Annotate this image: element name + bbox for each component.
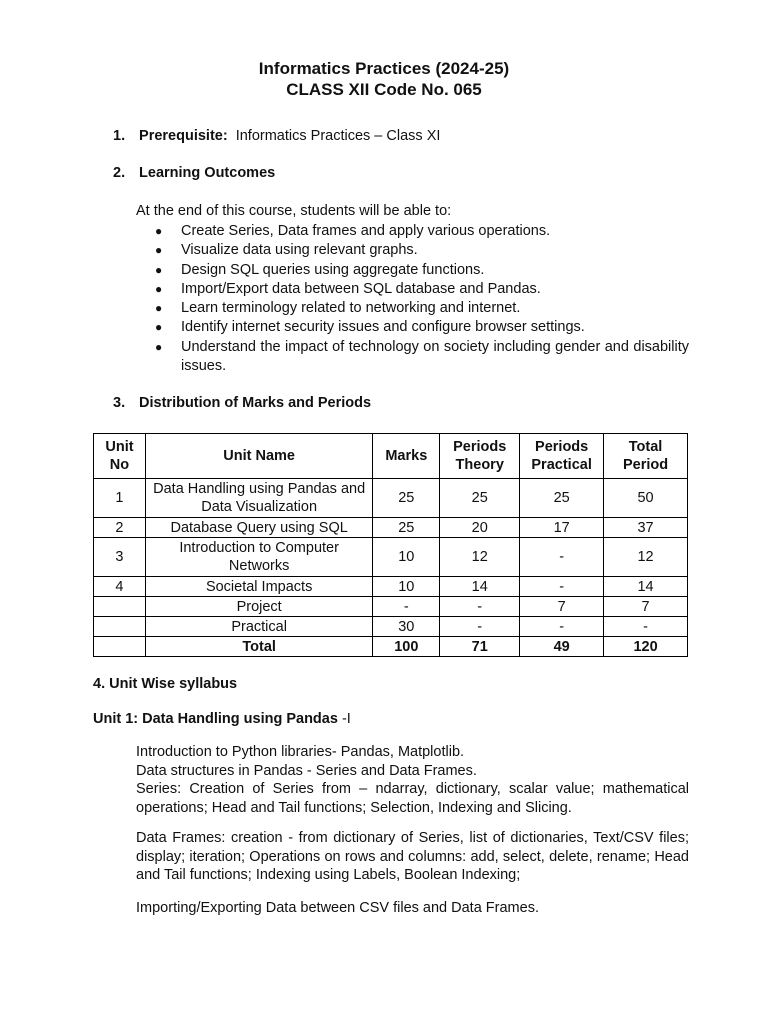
table-cell: 12 xyxy=(440,538,520,577)
section-learning-outcomes xyxy=(113,165,275,181)
section-number: 1. xyxy=(113,128,126,144)
table-row xyxy=(94,518,688,538)
table-cell: 49 xyxy=(520,637,604,657)
table-cell: Practical xyxy=(145,617,372,637)
table-cell: 100 xyxy=(373,637,440,657)
list-item: ● Create Series, Data frames and apply various operations. xyxy=(155,222,689,241)
list-item: ● Understand the impact of technology on society including gender and disability issues. xyxy=(155,338,689,375)
unit1-heading-label: Unit 1: Data Handling using Pandas xyxy=(93,711,338,727)
column-header: Unit Name xyxy=(145,434,372,479)
list-item: ● Visualize data using relevant graphs. xyxy=(155,241,689,260)
table-cell xyxy=(94,617,146,637)
table-cell: 4 xyxy=(94,577,146,597)
section-number: 3. xyxy=(113,395,126,411)
table-header-row xyxy=(94,434,688,479)
table-cell xyxy=(94,637,146,657)
section-label: Distribution of Marks and Periods xyxy=(139,395,372,411)
column-header: Total Period xyxy=(604,434,688,479)
column-header: Periods Theory xyxy=(440,434,520,479)
section-distribution xyxy=(113,395,371,411)
list-item: ● Design SQL queries using aggregate functions. xyxy=(155,261,689,280)
table-cell: 25 xyxy=(440,479,520,518)
table-cell: 7 xyxy=(520,597,604,617)
column-header: Periods Practical xyxy=(520,434,604,479)
table-cell: Societal Impacts xyxy=(145,577,372,597)
table-cell: 3 xyxy=(94,538,146,577)
table-cell: 20 xyxy=(440,518,520,538)
table-row xyxy=(94,617,688,637)
section-label: Prerequisite: xyxy=(139,128,228,144)
table-cell: 50 xyxy=(604,479,688,518)
paragraph-line: Data structures in Pandas - Series and Data Frames. xyxy=(136,762,477,779)
table-cell: - xyxy=(520,577,604,597)
table-cell: 1 xyxy=(94,479,146,518)
table-cell: Database Query using SQL xyxy=(145,518,372,538)
table-cell: - xyxy=(604,617,688,637)
bullet-icon: ● xyxy=(155,262,163,277)
table-cell: 37 xyxy=(604,518,688,538)
section-label: Learning Outcomes xyxy=(139,165,276,181)
bullet-icon: ● xyxy=(155,320,163,335)
table-cell xyxy=(94,597,146,617)
bullet-icon: ● xyxy=(155,301,163,316)
bullet-icon: ● xyxy=(155,243,163,258)
list-item: ● Import/Export data between SQL database and Pandas. xyxy=(155,280,689,299)
table-cell: 14 xyxy=(440,577,520,597)
page-subtitle: CLASS XII Code No. 065 xyxy=(286,80,482,99)
table-row xyxy=(94,597,688,617)
paragraph-line: Series: Creation of Series from – ndarray, dictionary, scalar value; mathematical operations; Head and Tail functions; Selection, Indexing and Slicing. xyxy=(136,781,689,816)
table-cell: - xyxy=(373,597,440,617)
bullet-icon: ● xyxy=(155,339,163,354)
table-cell: Project xyxy=(145,597,372,617)
column-header: Unit No xyxy=(94,434,146,479)
bullet-icon: ● xyxy=(155,224,163,238)
section-prerequisite xyxy=(113,128,440,144)
unit1-heading-suffix: -I xyxy=(337,711,351,727)
table-row xyxy=(94,479,688,518)
table-total-row xyxy=(94,637,688,657)
unit1-paragraph-1 xyxy=(136,743,689,817)
paragraph-line: Introduction to Python libraries- Pandas, Matplotlib. xyxy=(136,744,465,760)
page-title: Informatics Practices (2024-25) xyxy=(258,59,510,78)
table-row xyxy=(94,538,688,577)
table-cell: Data Handling using Pandas and Data Visualization xyxy=(145,479,372,518)
table-cell: 10 xyxy=(373,538,440,577)
table-cell: Introduction to Computer Networks xyxy=(145,538,372,577)
table-cell: 7 xyxy=(604,597,688,617)
section-value: Informatics Practices – Class XI xyxy=(235,128,441,144)
table-cell: 25 xyxy=(520,479,604,518)
table-cell: 30 xyxy=(373,617,440,637)
column-header: Marks xyxy=(373,434,440,479)
table-cell: 25 xyxy=(373,518,440,538)
table-cell: - xyxy=(520,538,604,577)
list-item: ● Identify internet security issues and configure browser settings. xyxy=(155,318,689,337)
table-cell: 14 xyxy=(604,577,688,597)
outcomes-list xyxy=(155,222,689,376)
table-cell: 120 xyxy=(604,637,688,657)
table-cell: - xyxy=(440,617,520,637)
table-cell: Total xyxy=(145,637,372,657)
marks-table xyxy=(93,433,688,657)
table-cell: 71 xyxy=(440,637,520,657)
section-number: 2. xyxy=(113,165,126,181)
table-row xyxy=(94,577,688,597)
table-cell: 10 xyxy=(373,577,440,597)
table-cell: - xyxy=(440,597,520,617)
unit1-heading xyxy=(93,711,351,727)
unit1-paragraph-3: Importing/Exporting Data between CSV files and Data Frames. xyxy=(136,900,539,916)
bullet-icon: ● xyxy=(155,281,163,296)
list-item: ● Learn terminology related to networking and internet. xyxy=(155,299,689,318)
unit1-paragraph-2: Data Frames: creation - from dictionary of Series, list of dictionaries, Text/CSV files; display; iteration; Operations on rows and columns: add, select, delete, rename; Head and Tail functions; Indexing using Labels, Boolean Indexing; xyxy=(136,830,689,883)
table-cell: 2 xyxy=(94,518,146,538)
unit-wise-syllabus-heading: 4. Unit Wise syllabus xyxy=(93,676,238,692)
table-cell: - xyxy=(520,617,604,637)
table-cell: 25 xyxy=(373,479,440,518)
table-cell: 17 xyxy=(520,518,604,538)
outcomes-intro: At the end of this course, students will be able to: xyxy=(136,203,452,219)
table-cell: 12 xyxy=(604,538,688,577)
